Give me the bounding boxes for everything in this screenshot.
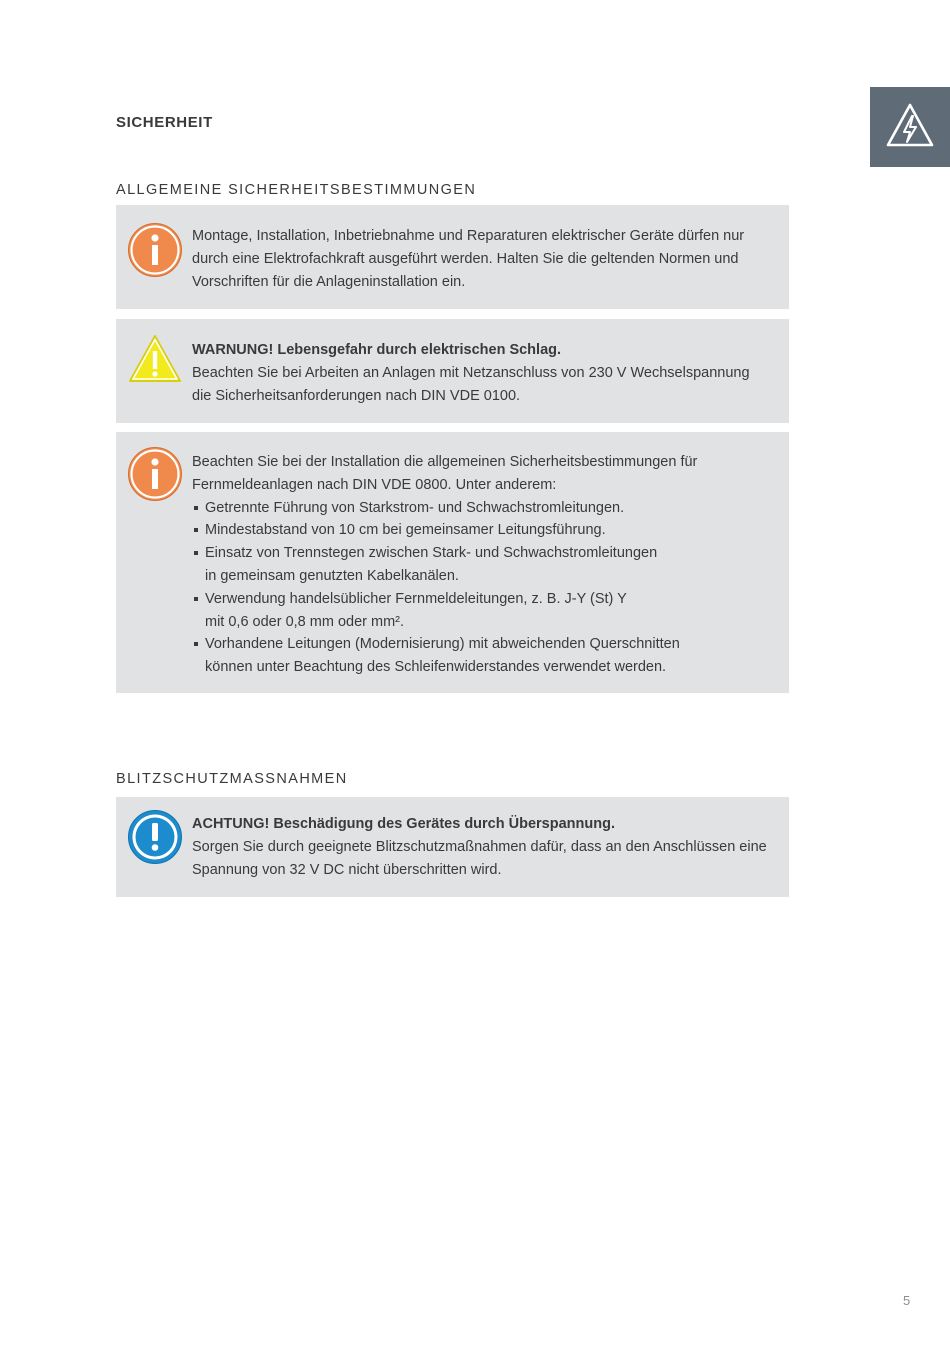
warning-note bbox=[116, 319, 789, 423]
warning-triangle-icon bbox=[127, 333, 183, 385]
list-item: Vorhandene Leitungen (Modernisierung) mit abweichenden Querschnitten können unter Beachtung des Schleifenwiderstandes verwendet werden. bbox=[192, 633, 769, 679]
note-text: Montage, Installation, Inbetriebnahme und Reparaturen elektrischer Geräte dürfen nur durch eine Elektrofachkraft ausgeführt werden. Halten Sie die geltenden Normen und Vorschriften für die Anlageninstallation ein. bbox=[192, 228, 745, 290]
section-heading-lightning-protection: BLITZSCHUTZMASSNAHMEN bbox=[116, 771, 348, 787]
attention-title: ACHTUNG! Beschädigung des Gerätes durch Überspannung. bbox=[192, 816, 615, 832]
list-item: Getrennte Führung von Starkstrom- und Schwachstromleitungen. bbox=[192, 497, 769, 520]
note-text: Beachten Sie bei der Installation die allgemeinen Sicherheitsbestimmungen für Fernmeldeanlagen nach DIN VDE 0800. Unter anderem: bbox=[192, 454, 698, 493]
info-note bbox=[116, 205, 789, 309]
note-text: Sorgen Sie durch geeignete Blitzschutzmaßnahmen dafür, dass an den Anschlüssen eine Spannung von 32 V DC nicht überschritten wird. bbox=[192, 838, 767, 878]
list-item: Mindestabstand von 10 cm bei gemeinsamer Leitungsführung. bbox=[192, 519, 769, 542]
page-title: SICHERHEIT bbox=[116, 114, 213, 131]
section-heading-general-safety: ALLGEMEINE SICHERHEITSBESTIMMUNGEN bbox=[116, 182, 477, 198]
lightning-warning-icon bbox=[885, 102, 935, 152]
warning-title: WARNUNG! Lebensgefahr durch elektrischen Schlag. bbox=[192, 342, 562, 358]
note-text: Beachten Sie bei Arbeiten an Anlagen mit Netzanschluss von 230 V Wechselspannung die Sicherheitsanforderungen nach DIN VDE 0100. bbox=[192, 364, 750, 404]
chapter-tab bbox=[870, 87, 950, 167]
page-number: 5 bbox=[903, 1293, 911, 1308]
attention-exclamation-icon bbox=[127, 809, 183, 865]
list-item: Verwendung handelsüblicher Fernmeldeleitungen, z. B. J-Y (St) Y mit 0,6 oder 0,8 mm oder mm². bbox=[192, 588, 769, 634]
info-note bbox=[116, 432, 789, 693]
info-icon bbox=[127, 446, 183, 502]
info-icon bbox=[127, 222, 183, 278]
attention-note bbox=[116, 797, 789, 897]
requirements-list bbox=[192, 497, 769, 679]
list-item: Einsatz von Trennstegen zwischen Stark- und Schwachstromleitungen in gemeinsam genutzten Kabelkanälen. bbox=[192, 542, 769, 588]
